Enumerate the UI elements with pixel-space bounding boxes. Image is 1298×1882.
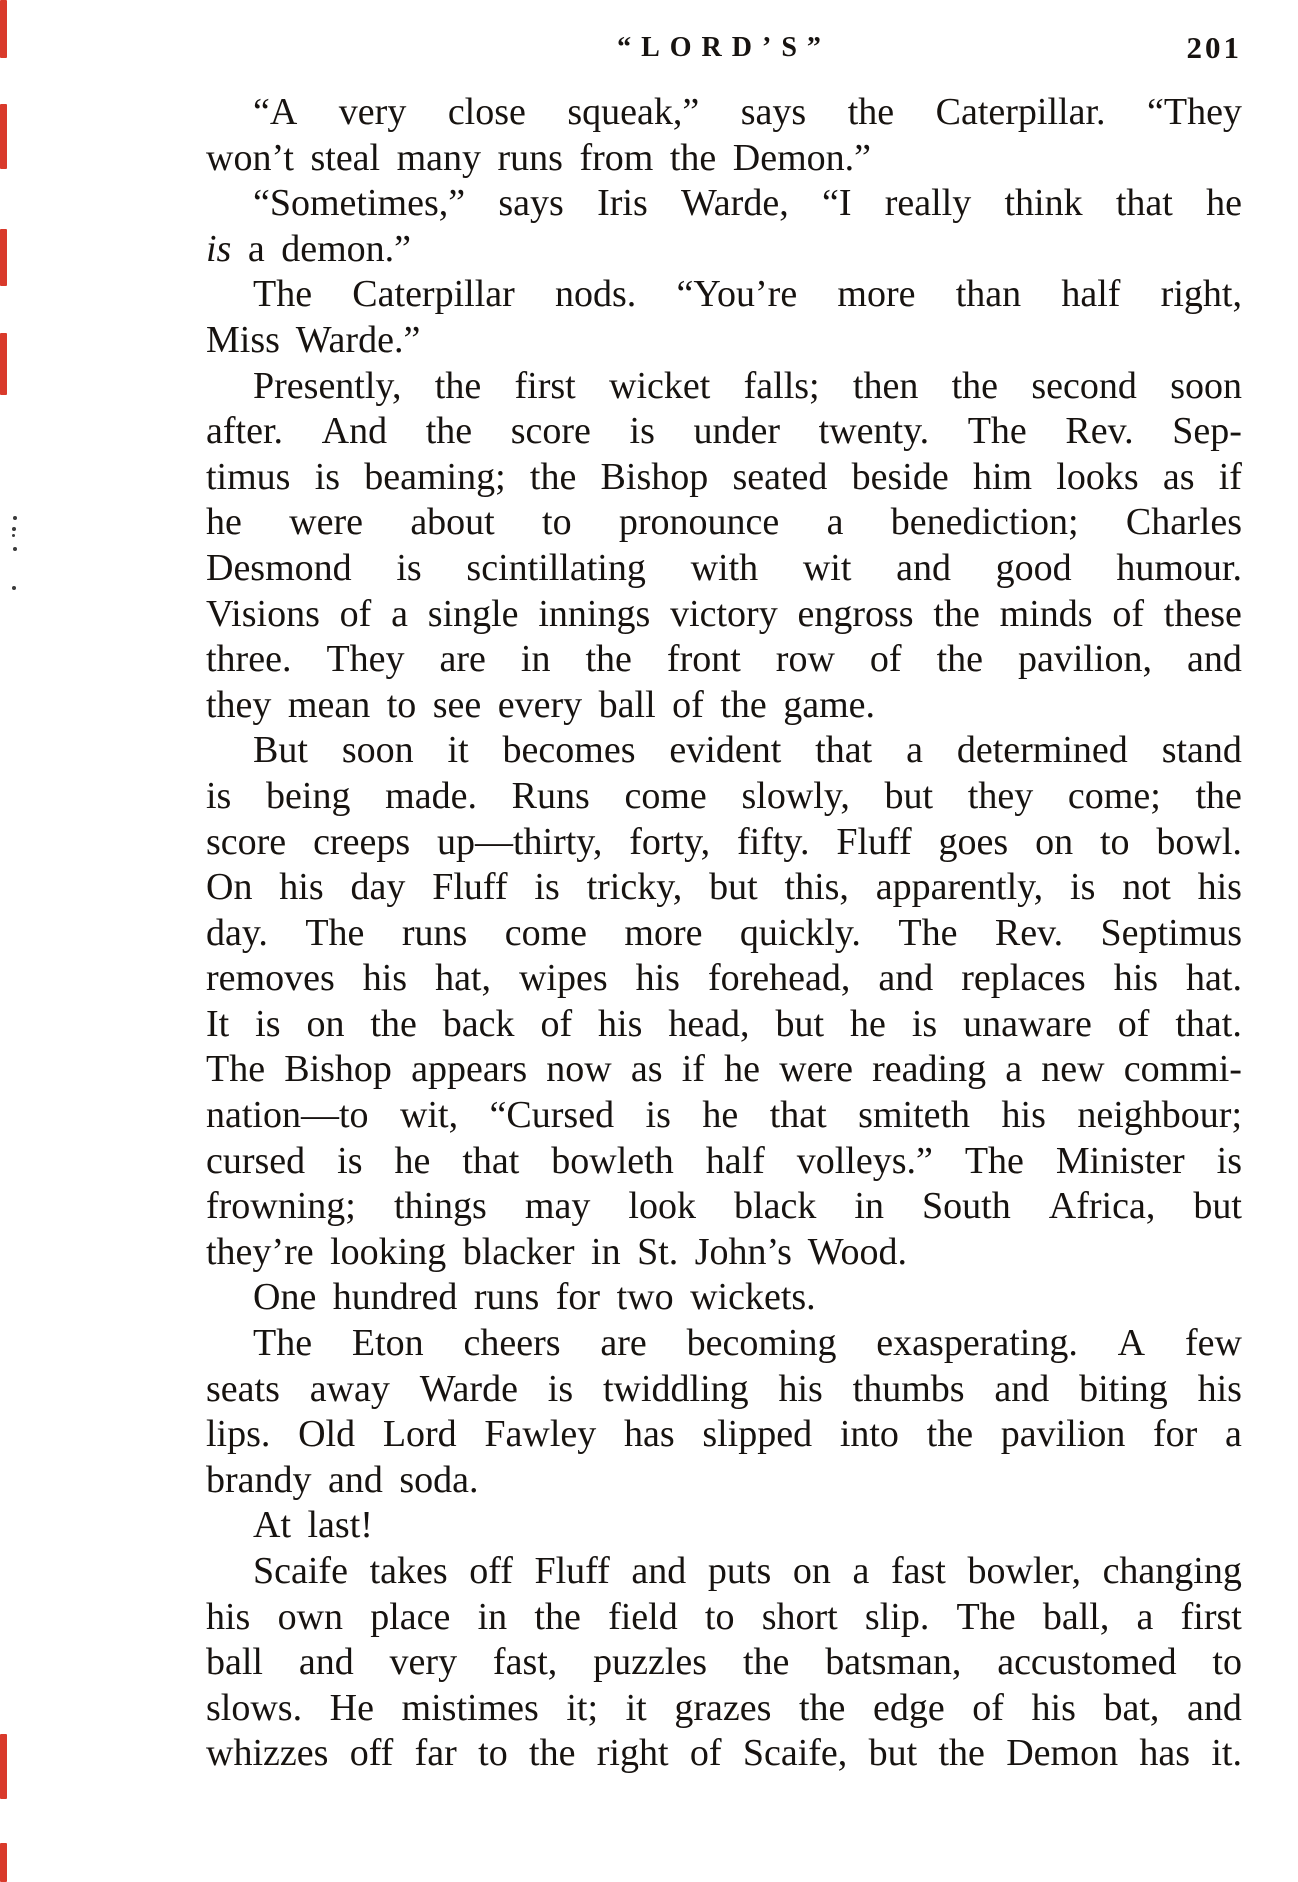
ink-speck [12,527,16,531]
text-line: It is on the back of his head, but he is unaware of that. [206,1002,1242,1045]
paragraph [206,1321,1242,1503]
red-edge-mark [0,1843,7,1882]
text-line: day. The runs come more quickly. The Rev. Septimus [206,911,1242,954]
ink-speck [12,534,15,537]
red-edge-mark [0,0,7,58]
paragraph [206,1549,1242,1777]
text-line: three. They are in the front row of the pavilion, and [206,638,1242,681]
text-line: won’t steal many runs from the Demon.” [206,136,871,179]
text-line: At last! [253,1504,373,1547]
text-line: Desmond is scintillating with wit and good humour. [206,546,1242,589]
text-line: slows. He mistimes it; it grazes the edge of his bat, and [206,1686,1242,1729]
page-number: 201 [1186,30,1242,65]
running-header [206,26,1242,78]
paragraph [206,90,1242,181]
text-line: “A very close squeak,” says the Caterpillar. “They [253,91,1242,133]
text-line: seats away Warde is twiddling his thumbs and biting his [206,1367,1242,1410]
text-line: score creeps up—thirty, forty, fifty. Fluff goes on to bowl. [206,820,1242,863]
text-line: On his day Fluff is tricky, but this, apparently, is not his [206,866,1242,909]
text-line: lips. Old Lord Fawley has slipped into the pavilion for a [206,1413,1242,1456]
text-line: But soon it becomes evident that a determined stand [253,729,1242,772]
text-line: The Caterpillar nods. “You’re more than half right, [253,273,1242,316]
text-line: his own place in the field to short slip. The ball, a first [206,1595,1242,1638]
red-edge-mark [0,104,7,169]
text-line: whizzes off far to the right of Scaife, but the Demon has it. [206,1732,1242,1775]
text-line: they’re looking blacker in St. John’s Wood. [206,1230,908,1273]
ink-speck [13,547,17,551]
paragraph [206,1503,1242,1549]
text-line: nation—to wit, “Cursed is he that smiteth his neighbour; [206,1094,1242,1137]
paragraph [206,728,1242,1275]
text-line: One hundred runs for two wickets. [253,1276,816,1319]
ink-speck [12,586,16,590]
text-line: cursed is he that bowleth half volleys.” The Minister is [206,1139,1242,1182]
red-edge-mark [0,1734,7,1799]
text-line: is being made. Runs come slowly, but they come; the [206,774,1242,817]
text-line: after. And the score is under twenty. The Rev. Sep- [206,410,1242,453]
text-line: Visions of a single innings victory engross the minds of these [206,592,1242,635]
text-line: The Eton cheers are becoming exasperating. A few [253,1322,1242,1365]
text-line: removes his hat, wipes his forehead, and replaces his hat. [206,957,1242,1000]
red-edge-mark [0,333,7,395]
red-edge-mark [0,229,7,286]
text-line: Scaife takes off Fluff and puts on a fast bowler, changing [253,1550,1242,1592]
paragraph [206,364,1242,729]
text-line: ball and very fast, puzzles the batsman, accustomed to [206,1641,1242,1684]
text-line: he were about to pronounce a benediction; Charles [206,501,1242,544]
paragraph [206,1275,1242,1321]
text-line: The Bishop appears now as if he were reading a new commi- [206,1048,1242,1091]
page-body [206,90,1242,1777]
text-line: they mean to see every ball of the game. [206,683,876,726]
text-line: brandy and soda. [206,1458,479,1501]
text-line: frowning; things may look black in South Africa, but [206,1185,1242,1228]
paragraph [206,272,1242,363]
page-title: “LORD’S” [617,32,831,63]
ink-speck [13,516,17,520]
text-line: Miss Warde.” [206,318,421,361]
text-line: “Sometimes,” says Iris Warde, “I really think that he [253,182,1242,225]
text-line: is a demon.” [206,227,412,270]
text-line: Presently, the first wicket falls; then the second soon [253,364,1242,407]
text-line: timus is beaming; the Bishop seated beside him looks as if [206,455,1242,498]
paragraph [206,181,1242,272]
